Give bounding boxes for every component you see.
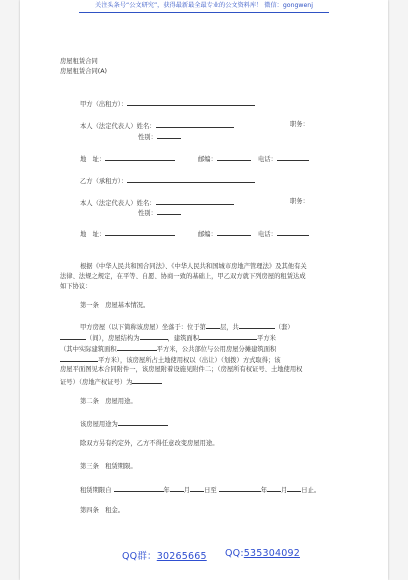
party-a-gender: 性别： <box>138 132 181 142</box>
article-2-line-2: 除双方另有约定外，乙方不得任意改变房屋用途。 <box>80 440 219 447</box>
intro-line-1: 根据《中华人民共和国合同法》、《中华人民共和国城市房地产管理法》及其他有关 <box>80 263 307 270</box>
party-b-gender: 性别： <box>138 208 181 218</box>
document-page <box>20 0 388 580</box>
party-b-person: 本人（法定代表人）姓名： <box>80 198 234 208</box>
party-a-postcode: 邮编： <box>198 154 251 164</box>
article-2-line-1: 该房屋用途为 <box>80 419 168 429</box>
top-banner[interactable] <box>20 0 388 20</box>
party-a-address: 地 址： <box>80 154 175 164</box>
article-2-heading: 第二条 房屋用途。 <box>80 398 137 405</box>
footer-qq[interactable]: QQ:535304092 <box>225 548 300 559</box>
article-1-line-3: （其中实际建筑面积 平方米，公共部位与公用房屋分摊建筑面积 <box>60 346 277 353</box>
party-b-postcode: 邮编： <box>198 229 251 239</box>
party-a-phone: 电话： <box>258 154 309 164</box>
doc-subtitle: 房屋租赁合同(A) <box>60 68 108 75</box>
party-b-duty: 职务： <box>290 198 309 205</box>
party-b-address: 地 址： <box>80 229 175 239</box>
footer-qq-group[interactable]: QQ群：30265665 <box>122 551 207 562</box>
party-b-label: 乙方（承租方）： <box>80 176 255 186</box>
party-a-person: 本人（法定代表人）姓名： <box>80 121 234 131</box>
party-a-label: 甲方（出租方）： <box>80 99 255 109</box>
banner-link[interactable]: 关注头条号“公文研究”，获得最新最全最专业的公文资料库！ 微信：gongwenj <box>79 0 329 13</box>
article-1-heading: 第一条 房屋基本情况。 <box>80 302 150 309</box>
party-b-phone: 电话： <box>258 229 309 239</box>
article-1-line-2: （间），房屋结构为 ，建筑面积 平方米 <box>60 333 276 343</box>
article-1-line-4: 平方米），该房屋所占土地使用权以（出让）（划拨）方式取得；该 <box>60 355 281 365</box>
article-1-line-6: 证号）（房地产权证号）为 <box>60 377 162 387</box>
article-3-heading: 第三条 租赁期限。 <box>80 463 137 470</box>
article-1-line-1: 甲方房屋（以下简称该房屋）坐落于：位于第 层，共 （套） <box>80 324 294 331</box>
party-a-duty: 职务： <box>290 121 309 128</box>
article-4-heading: 第四条 租金。 <box>80 507 125 514</box>
article-3-line-1: 租赁期限自 年 月 日至 年 月 日止。 <box>80 487 321 494</box>
article-1-line-5: 房屋平面图见本合同附件一，该房屋附着设施见附件二；（房屋所有权证号、土地使用权 <box>60 366 303 373</box>
intro-line-2: 法律、法规之规定，在平等、自愿、协商一致的基础上，甲乙双方就下列房屋的租赁达成 <box>60 273 306 280</box>
doc-title: 房屋租赁合同 <box>60 58 98 65</box>
intro-line-3: 如下协议： <box>60 283 92 290</box>
